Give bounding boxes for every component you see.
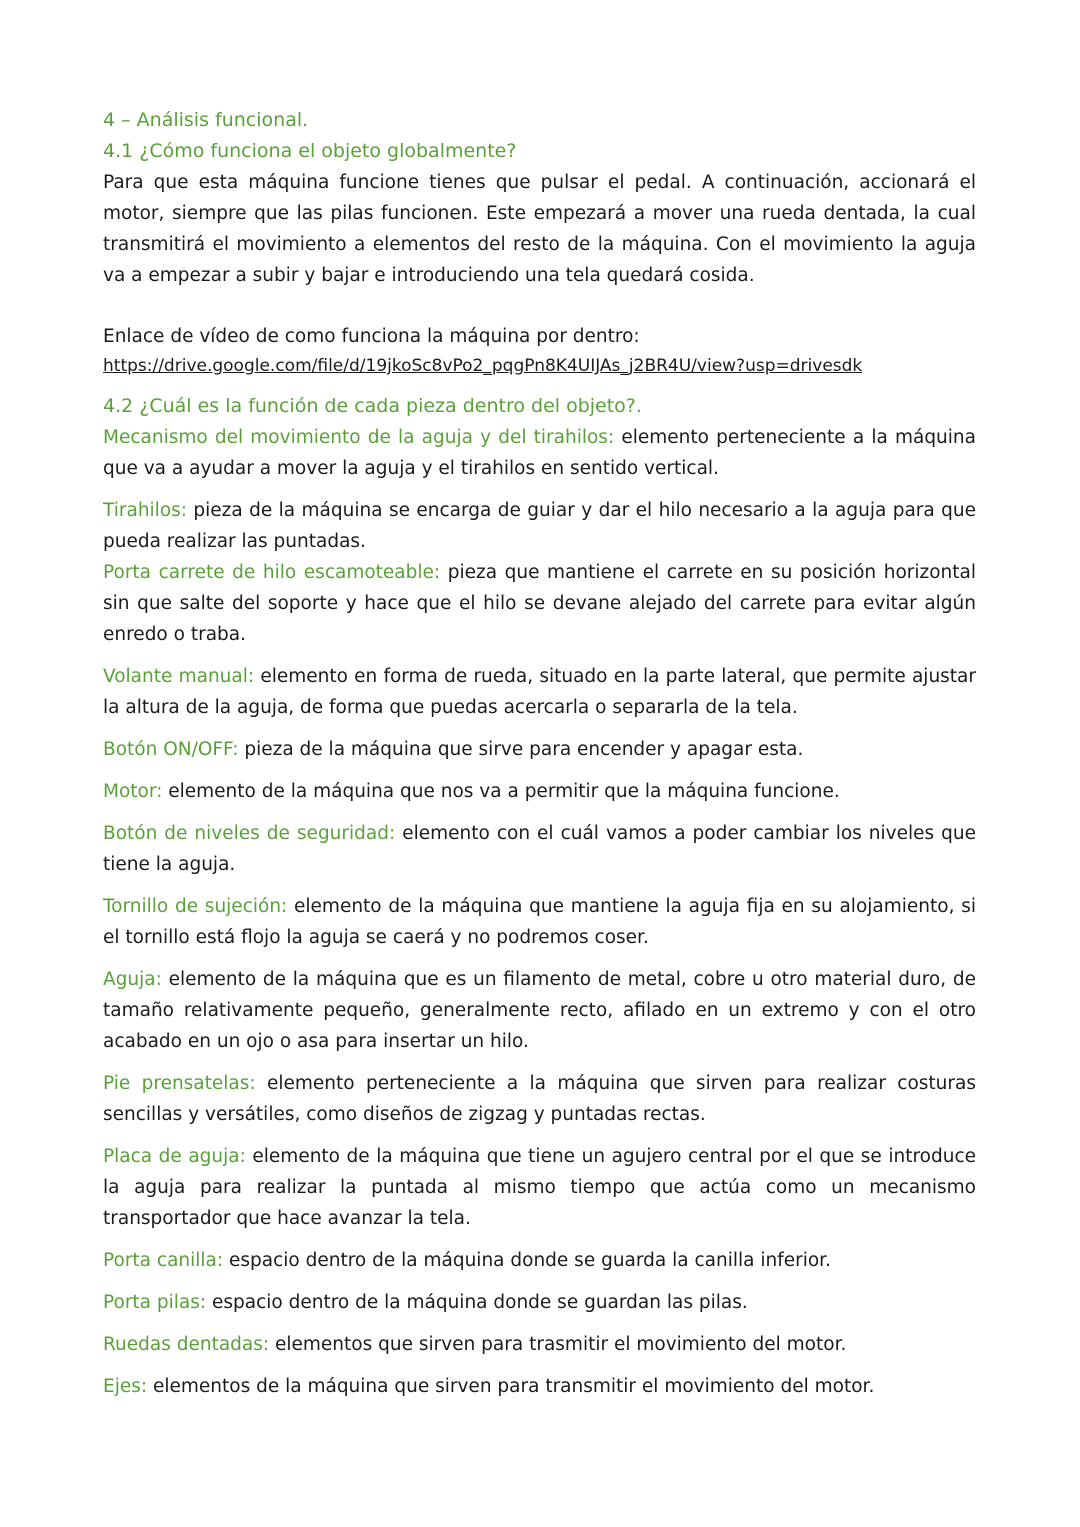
part-description: elemento perteneciente a la máquina que sirven para realizar costuras sencillas y versátiles, como diseños de zigzag y puntadas rectas. [103,1073,976,1125]
list-item [103,1068,976,1130]
part-term: Aguja: [103,969,162,990]
part-term: Ruedas dentadas: [103,1334,270,1355]
part-term: Pie prensatelas: [103,1073,256,1094]
part-description: pieza de la máquina se encarga de guiar y dar el hilo necesario a la aguja para que pueda realizar las puntadas. [103,500,976,552]
list-item [103,1141,976,1234]
spacer [103,291,976,321]
part-term: Tirahilos: [103,500,188,521]
subsection-title-4-1: 4.1 ¿Cómo funciona el objeto globalmente? [103,140,517,162]
list-item [103,1245,976,1276]
part-description: espacio dentro de la máquina donde se guardan las pilas. [206,1292,748,1313]
list-item [103,964,976,1057]
part-description: elemento en forma de rueda, situado en la parte lateral, que permite ajustar la altura de la aguja, de forma que puedas acercarla o separarla de la tela. [103,666,976,718]
video-link[interactable]: https://drive.google.com/file/d/19jkoSc8vPo2_pqgPn8K4UIJAs_j2BR4U/view?usp=drivesdk [103,356,863,376]
list-item [103,818,976,880]
part-description: elemento con el cuál vamos a poder cambiar los niveles que tiene la aguja. [103,823,976,875]
subsection-title-4-2: 4.2 ¿Cuál es la función de cada pieza dentro del objeto?. [103,395,642,417]
part-description: espacio dentro de la máquina donde se guarda la canilla inferior. [223,1250,831,1271]
part-term: Porta canilla: [103,1250,224,1271]
list-item [103,734,976,765]
part-term: Ejes: [103,1376,148,1397]
list-item [103,557,976,650]
part-term: Motor: [103,781,163,802]
parts-list [103,422,976,1402]
intro-paragraph: Para que esta máquina funcione tienes que pulsar el pedal. A continuación, accionará el motor, siempre que las pilas funcionen. Este empezará a mover una rueda dentada, la cual transmitirá el movimiento a elementos del resto de la máquina. Con el movimiento la aguja va a empezar a subir y bajar e introduciendo una tela quedará cosida. [103,172,976,286]
part-description: elemento de la máquina que tiene un agujero central por el que se introduce la aguja para realizar la puntada al mismo tiempo que actúa como un mecanismo transportador que hace avanzar la tela. [103,1146,976,1229]
part-term: Botón ON/OFF: [103,739,239,760]
list-item [103,661,976,723]
part-term: Porta carrete de hilo escamoteable: [103,562,441,583]
part-description: elementos de la máquina que sirven para transmitir el movimiento del motor. [147,1376,875,1397]
part-term: Volante manual: [103,666,255,687]
list-item [103,776,976,807]
part-term: Placa de aguja: [103,1146,246,1167]
section-title: 4 – Análisis funcional. [103,109,309,131]
part-description: elemento de la máquina que mantiene la aguja fija en su alojamiento, si el tornillo está flojo la aguja se caerá y no podremos coser. [103,896,976,948]
spacer [103,380,976,391]
part-description: pieza de la máquina que sirve para encender y apagar esta. [238,739,804,760]
part-description: elementos que sirven para trasmitir el movimiento del motor. [269,1334,847,1355]
list-item [103,495,976,557]
part-description: pieza que mantiene el carrete en su posición horizontal sin que salte del soporte y hace que el hilo se devane alejado del carrete para evitar algún enredo o traba. [103,562,976,645]
part-term: Mecanismo del movimiento de la aguja y del tirahilos: [103,427,615,448]
part-description: elemento perteneciente a la máquina que va a ayudar a mover la aguja y el tirahilos en sentido vertical. [103,427,976,479]
part-term: Tornillo de sujeción: [103,896,288,917]
video-link-label: Enlace de vídeo de como funciona la máquina por dentro: [103,326,640,347]
list-item [103,1287,976,1318]
list-item [103,1371,976,1402]
part-term: Botón de niveles de seguridad: [103,823,396,844]
list-item [103,891,976,953]
list-item [103,1329,976,1360]
part-description: elemento de la máquina que es un filamento de metal, cobre u otro material duro, de tamaño relativamente pequeño, generalmente recto, afilado en un extremo y con el otro acabado en un ojo o asa para insertar un hilo. [103,969,976,1052]
list-item [103,422,976,484]
part-description: elemento de la máquina que nos va a permitir que la máquina funcione. [162,781,840,802]
part-term: Porta pilas: [103,1292,207,1313]
